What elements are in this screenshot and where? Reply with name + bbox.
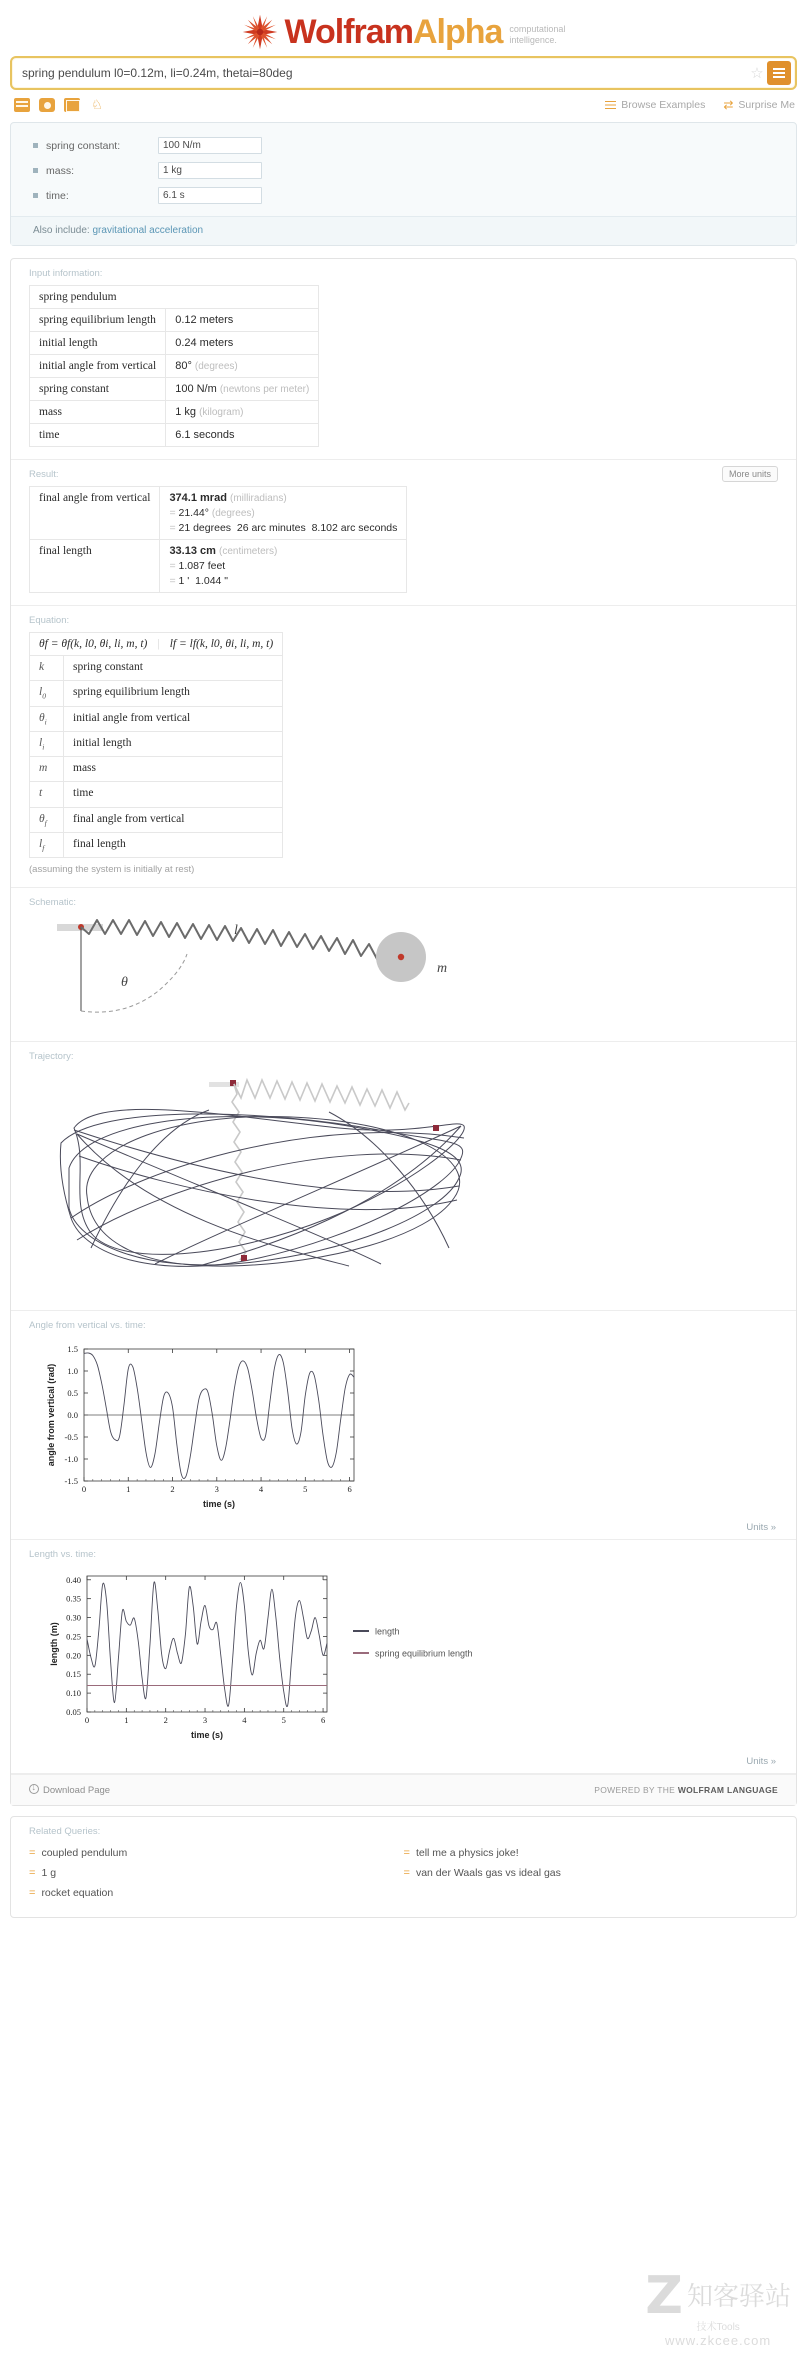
row-label: spring constant [30, 378, 166, 401]
related-queries-panel [10, 1816, 797, 1918]
spring-coil [81, 920, 381, 959]
pod-trajectory [11, 1042, 796, 1311]
also-include-label: Also include: [33, 225, 90, 236]
assumption-label: time: [46, 189, 69, 202]
equals-icon: = [29, 1847, 35, 1860]
row-label: mass [30, 401, 166, 424]
row-value [166, 355, 319, 378]
download-page-link[interactable] [29, 1784, 110, 1796]
browse-examples-link[interactable] [605, 99, 705, 111]
table-row [30, 332, 319, 355]
row-label: final angle from vertical [30, 487, 160, 540]
related-query-label: coupled pendulum [41, 1847, 128, 1860]
mass-input[interactable]: 1 kg [158, 162, 262, 179]
watermark-top [645, 2265, 791, 2326]
trajectory-spring-initial [234, 1080, 409, 1110]
angle-units-link[interactable]: Units » [746, 1522, 776, 1534]
watermark-z: Z [645, 2265, 683, 2326]
row-value [166, 332, 319, 355]
svg-text:2: 2 [163, 1715, 168, 1726]
assumptions-panel [10, 122, 797, 246]
assumption-row [11, 133, 796, 158]
pod-title: Result: [29, 469, 59, 480]
symbol: k [30, 656, 64, 681]
assumption-label: spring constant: [46, 139, 121, 152]
tagline-line-1: computational [509, 24, 566, 35]
row-value [166, 424, 319, 447]
svg-text:1.5: 1.5 [67, 1344, 78, 1355]
pod-angle-vs-time [11, 1311, 796, 1540]
table-row [30, 656, 283, 681]
related-query-item[interactable] [404, 1863, 779, 1883]
related-query-item[interactable] [404, 1843, 779, 1863]
assumption-row [11, 183, 796, 208]
row-unit: (newtons per meter) [219, 384, 310, 395]
browse-examples-label: Browse Examples [621, 99, 706, 111]
pod-schematic [11, 888, 796, 1042]
powered-brand: WOLFRAM LANGUAGE [677, 1785, 778, 1796]
symbol-desc: final angle from vertical [64, 807, 283, 832]
svg-text:0.5: 0.5 [67, 1388, 78, 1399]
row-value [166, 309, 319, 332]
powered-by-label [594, 1785, 778, 1795]
svg-text:0.10: 0.10 [66, 1688, 81, 1699]
schematic-length-label: l [234, 923, 238, 939]
length-vs-time-chart [29, 1566, 569, 1756]
svg-text:3: 3 [214, 1484, 219, 1495]
table-row [30, 286, 319, 309]
symbol-desc: mass [64, 757, 283, 782]
watermark [645, 2265, 791, 2348]
related-queries-left-column [29, 1843, 404, 1903]
symbol-desc: time [64, 782, 283, 807]
table-row [30, 378, 319, 401]
row-unit: (kilogram) [199, 407, 244, 418]
logo-alpha-text: Alpha [412, 13, 503, 51]
alt-value: = 1.087 feet [169, 560, 226, 572]
symbol: $l_i$ [30, 731, 64, 756]
also-include-row [11, 216, 796, 245]
related-query-label: 1 g [41, 1867, 57, 1880]
table-row [30, 540, 407, 593]
alt-value-unit: (degrees) [211, 508, 255, 519]
spikey-logo-icon [242, 14, 278, 50]
related-queries-grid [11, 1843, 796, 1903]
pod-body [11, 1566, 796, 1761]
svg-text:1: 1 [126, 1484, 131, 1495]
svg-text:2: 2 [170, 1484, 175, 1495]
toolbar-icon-group [14, 98, 105, 112]
row-label: final length [30, 540, 160, 593]
svg-text:0.20: 0.20 [66, 1650, 81, 1661]
table-row [30, 309, 319, 332]
alt-value: = 21 degrees 26 arc minutes 8.102 arc seconds [169, 522, 398, 534]
toolbar-links [605, 98, 795, 112]
table-row [30, 355, 319, 378]
symbol: $l_f$ [30, 833, 64, 858]
equals-icon: = [403, 1867, 409, 1880]
table-row [30, 731, 283, 756]
pod-title: Schematic: [29, 897, 76, 909]
hamburger-icon [605, 101, 616, 110]
row-value-text: 0.12 meters [175, 314, 234, 326]
row-value [166, 401, 319, 424]
equals-submit-button[interactable] [767, 61, 791, 85]
more-units-button[interactable]: More units [722, 466, 778, 482]
alt-value: = 1 ' 1.044 " [169, 575, 229, 587]
symbol: t [30, 782, 64, 807]
bullet-icon [33, 143, 38, 148]
pod-title: Angle from vertical vs. time: [29, 1320, 146, 1332]
svg-text:0.30: 0.30 [66, 1612, 81, 1623]
symbol-desc: spring constant [64, 656, 283, 681]
equals-icon: = [403, 1847, 409, 1860]
row-value-text: 6.1 seconds [175, 429, 235, 441]
pod-title: Input information: [29, 268, 103, 279]
svg-text:0.0: 0.0 [67, 1410, 78, 1421]
pod-title: Equation: [29, 615, 70, 626]
formula-separator: | [157, 638, 160, 650]
alt-value-text: 21 degrees 26 arc minutes 8.102 arc seconds [178, 522, 398, 534]
assumption-row [11, 158, 796, 183]
page-header [0, 0, 807, 56]
pod-body [11, 486, 796, 593]
table-row [30, 807, 283, 832]
query-box[interactable] [10, 56, 797, 90]
download-page-label: Download Page [43, 1785, 111, 1797]
result-table [29, 486, 407, 593]
related-queries-title: Related Queries: [29, 1826, 101, 1838]
gravitational-acceleration-link[interactable]: gravitational acceleration [92, 225, 204, 236]
row-label: initial length [30, 332, 166, 355]
angle-vs-time-chart [29, 1337, 389, 1522]
svg-text:5: 5 [303, 1484, 308, 1495]
alt-value-text: 1.087 feet [178, 560, 226, 572]
trajectory-end-point [433, 1125, 439, 1131]
row-label: time [30, 424, 166, 447]
surprise-me-link[interactable] [723, 98, 795, 112]
svg-text:length: length [375, 1626, 400, 1637]
logo-tagline [509, 18, 565, 45]
mass-center-point [398, 954, 404, 960]
table-row [30, 487, 407, 540]
tagline-line-2: intelligence. [509, 35, 557, 45]
value-unit: (milliradians) [229, 493, 287, 504]
schematic-angle-label: θ [121, 975, 128, 991]
row-label: initial angle from vertical [30, 355, 166, 378]
related-queries-right-column [404, 1843, 779, 1903]
search-input[interactable]: spring pendulum l0=0.12m, li=0.24m, thetai=80deg [22, 66, 293, 80]
length-units-link[interactable]: Units » [746, 1756, 776, 1768]
symbol-desc: initial angle from vertical [64, 706, 283, 731]
svg-text:-0.5: -0.5 [64, 1432, 78, 1443]
alt-value-text: 21.44° [178, 507, 209, 519]
symbol: $\theta_i$ [30, 706, 64, 731]
row-unit: (degrees) [194, 361, 238, 372]
table-row [30, 757, 283, 782]
input-heading: spring pendulum [30, 286, 319, 309]
row-value [160, 540, 407, 593]
schematic-diagram [29, 914, 509, 1024]
trajectory-spring-final [232, 1084, 246, 1260]
svg-text:0: 0 [84, 1715, 90, 1726]
symbol: $\theta_f$ [30, 807, 64, 832]
svg-text:0.35: 0.35 [66, 1594, 81, 1605]
symbol-desc: spring equilibrium length [64, 681, 283, 706]
svg-text:-1.0: -1.0 [64, 1454, 78, 1465]
watermark-url: www.zkcee.com [665, 2333, 772, 2348]
svg-text:0.05: 0.05 [66, 1707, 81, 1718]
symbol-desc: initial length [64, 731, 283, 756]
table-icon[interactable] [64, 98, 80, 112]
bullet-icon [33, 168, 38, 173]
pod-length-vs-time [11, 1540, 796, 1774]
row-value-text: 1 kg [175, 406, 196, 418]
symbol-desc: final length [64, 833, 283, 858]
alt-value-text: 1 ' 1.044 " [178, 575, 229, 587]
equation-note: (assuming the system is initially at rest) [29, 864, 195, 876]
equals-icon: = [29, 1867, 35, 1880]
watermark-subtitle: 技术Tools [696, 2322, 740, 2333]
svg-text:time (s): time (s) [190, 1730, 224, 1741]
svg-text:length (m): length (m) [49, 1622, 59, 1667]
table-row [30, 633, 283, 656]
table-row [30, 681, 283, 706]
row-value [160, 487, 407, 540]
row-value-text: 100 N/m [175, 383, 217, 395]
watermark-chinese: 知客驿站 [686, 2280, 791, 2311]
assumption-fields [11, 123, 796, 216]
equation-formula-right: lf = lf(k, l0, θi, li, m, t) [169, 638, 274, 650]
wolframalpha-logo[interactable] [242, 14, 566, 50]
pod-footer [11, 1774, 796, 1805]
related-query-item[interactable] [29, 1843, 404, 1863]
equation-formula-left: θf = θf(k, l0, θi, li, m, t) [39, 638, 148, 650]
pod-body [11, 285, 796, 447]
svg-text:6: 6 [320, 1715, 326, 1726]
related-query-item[interactable] [29, 1883, 404, 1903]
table-row [30, 706, 283, 731]
svg-text:0.25: 0.25 [66, 1631, 81, 1642]
primary-value [169, 545, 397, 557]
svg-text:spring equilibrium length: spring equilibrium length [375, 1648, 473, 1659]
trajectory-low-point [241, 1255, 247, 1261]
svg-text:0.40: 0.40 [66, 1575, 81, 1586]
related-query-item[interactable] [29, 1863, 404, 1883]
equation-table [29, 632, 283, 858]
keyboard-icon[interactable] [14, 98, 30, 112]
bullet-icon [33, 193, 38, 198]
value-text: 374.1 mrad [169, 492, 227, 504]
spring-constant-input[interactable]: 100 N/m [158, 137, 262, 154]
pod-body [11, 1068, 796, 1298]
symbol: $l_0$ [30, 681, 64, 706]
equation-formula-row [30, 633, 283, 656]
pod-body [11, 632, 796, 875]
table-row [30, 401, 319, 424]
pod-body [11, 1337, 796, 1527]
surprise-me-label: Surprise Me [738, 99, 795, 111]
logo-wolfram-text: Wolfram [284, 13, 413, 51]
svg-text:0: 0 [81, 1484, 87, 1495]
equals-icon: = [29, 1887, 35, 1900]
related-query-label: van der Waals gas vs ideal gas [415, 1867, 561, 1880]
powered-prefix: POWERED BY THE [594, 1785, 678, 1796]
download-icon [29, 1784, 39, 1794]
pod-input-information [11, 259, 796, 460]
table-row [30, 782, 283, 807]
time-input[interactable]: 6.1 s [158, 187, 262, 204]
symbol: m [30, 757, 64, 782]
query-bar-row [0, 56, 807, 90]
svg-text:1.0: 1.0 [67, 1366, 78, 1377]
toolbar [0, 90, 807, 116]
related-query-label: tell me a physics joke! [415, 1847, 519, 1860]
star-icon[interactable]: ☆ [750, 65, 764, 82]
table-row [30, 424, 319, 447]
pod-title: Trajectory: [29, 1051, 74, 1063]
row-value-text: 0.24 meters [175, 337, 234, 349]
assumption-label: mass: [46, 164, 75, 177]
alt-value: = 21.44° (degrees) [169, 507, 255, 519]
value-text: 33.13 cm [169, 545, 216, 557]
schematic-mass-label: m [437, 961, 448, 977]
camera-icon[interactable] [39, 98, 55, 112]
primary-value [169, 492, 397, 504]
svg-text:4: 4 [242, 1715, 247, 1726]
related-query-label: rocket equation [41, 1887, 114, 1900]
svg-text:3: 3 [202, 1715, 208, 1726]
cow-icon[interactable]: ♘ [91, 97, 103, 112]
svg-text:-1.5: -1.5 [64, 1476, 78, 1487]
value-unit: (centimeters) [218, 546, 278, 557]
angle-arc [81, 954, 187, 1012]
pod-result [11, 460, 796, 606]
svg-text:0.15: 0.15 [66, 1669, 81, 1680]
results-pod-container [10, 258, 797, 1806]
pod-equation [11, 606, 796, 888]
pod-body [11, 914, 796, 1029]
svg-text:1: 1 [124, 1715, 129, 1726]
svg-text:6: 6 [347, 1484, 352, 1495]
pod-title: Length vs. time: [29, 1549, 97, 1561]
row-value [166, 378, 319, 401]
svg-text:angle from vertical (rad): angle from vertical (rad) [46, 1364, 56, 1467]
svg-text:5: 5 [281, 1715, 286, 1726]
shuffle-icon: ⇄ [723, 98, 734, 112]
row-value-text: 80° [175, 360, 192, 372]
row-label: spring equilibrium length [30, 309, 166, 332]
svg-text:time (s): time (s) [202, 1499, 236, 1510]
table-row [30, 833, 283, 858]
trajectory-plot [29, 1068, 509, 1293]
svg-text:4: 4 [258, 1484, 264, 1495]
trajectory-curve-group [60, 1110, 464, 1267]
input-information-table [29, 285, 319, 447]
